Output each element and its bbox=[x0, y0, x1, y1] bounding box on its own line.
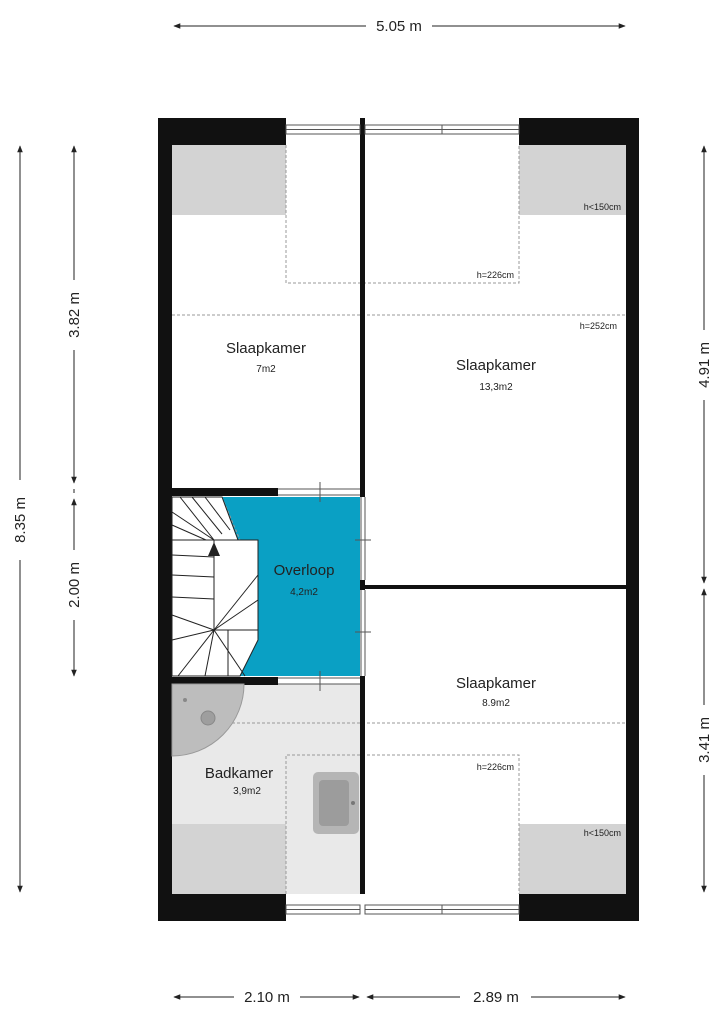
shower-head-icon bbox=[183, 698, 187, 702]
dim-right-upper: 4.91 m bbox=[696, 342, 713, 388]
height-label: h=226cm bbox=[476, 762, 514, 772]
room-area-landing: 4,2m2 bbox=[290, 587, 318, 598]
room-name-landing: Overloop bbox=[273, 562, 335, 579]
dim-right-lower: 3.41 m bbox=[696, 717, 713, 763]
sink-basin-icon bbox=[319, 780, 349, 826]
room-name-bathroom: Badkamer bbox=[204, 765, 274, 782]
dim-left-middle: 2.00 m bbox=[66, 562, 83, 608]
low-ceiling-zone bbox=[172, 145, 286, 215]
room-name-bedroom-small: Slaapkamer bbox=[225, 340, 307, 357]
room-area-bedroom-lower: 8.9m2 bbox=[482, 698, 510, 709]
dim-left-upper: 3.82 m bbox=[66, 292, 83, 338]
height-label: h<150cm bbox=[583, 202, 621, 212]
sink-tap-icon bbox=[351, 801, 355, 805]
room-area-bathroom: 3,9m2 bbox=[233, 786, 261, 797]
dim-top-width: 5.05 m bbox=[376, 18, 422, 35]
dim-bottom-right: 2.89 m bbox=[473, 989, 519, 1006]
height-label: h=226cm bbox=[476, 270, 514, 280]
dim-bottom-left: 2.10 m bbox=[244, 989, 290, 1006]
room-name-bedroom-lower: Slaapkamer bbox=[455, 675, 537, 692]
dim-left-total: 8.35 m bbox=[12, 497, 29, 543]
room-name-bedroom-large: Slaapkamer bbox=[455, 357, 537, 374]
height-label: h<150cm bbox=[583, 828, 621, 838]
height-label: h=252cm bbox=[579, 321, 617, 331]
low-ceiling-zone bbox=[172, 824, 286, 894]
room-area-bedroom-small: 7m2 bbox=[256, 364, 276, 375]
room-area-bedroom-large: 13,3m2 bbox=[479, 382, 513, 393]
shower-drain-icon bbox=[201, 711, 215, 725]
